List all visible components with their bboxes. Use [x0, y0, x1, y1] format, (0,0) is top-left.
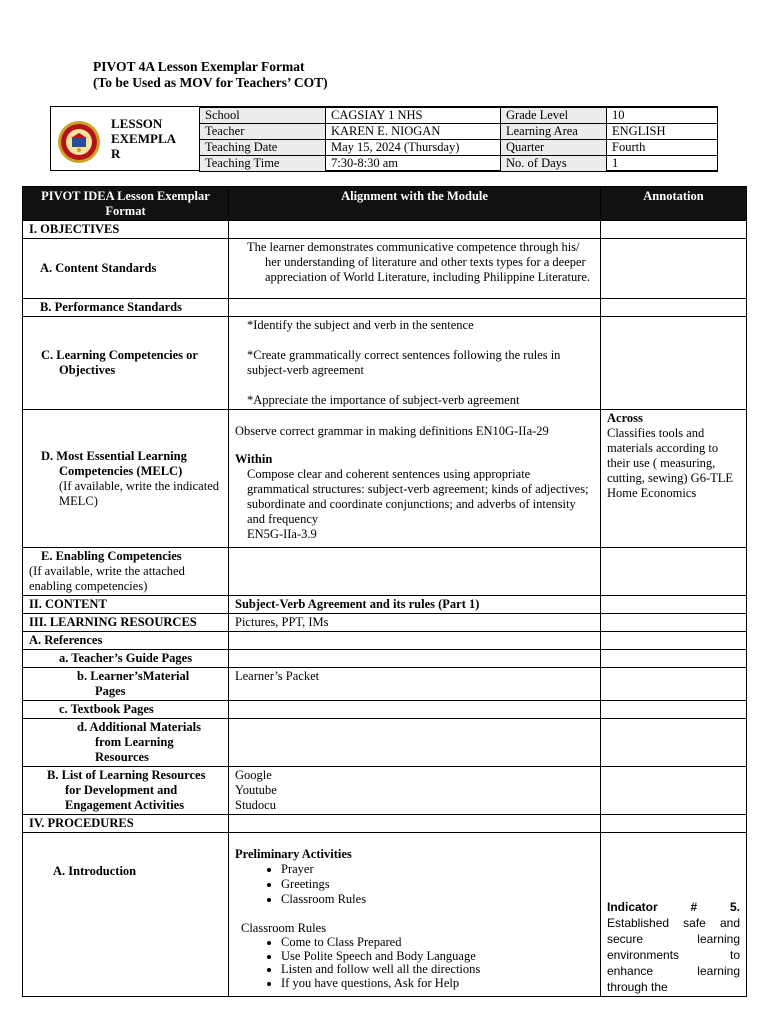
col-header-format: PIVOT IDEA Lesson Exemplar Format [23, 187, 229, 221]
title-line-2: (To be Used as MOV for Teachers’ COT) [93, 75, 328, 90]
content-standards-text: The learner demonstrates communicative competence through his/ her understanding of literature and other texts types for a deeper appreciation of World Literature, including Philippine Literature. [247, 240, 591, 284]
rules-list [235, 936, 594, 990]
references-label: A. References [23, 632, 229, 650]
area-label: Learning Area [501, 124, 607, 140]
indicator-heading: Indicator # 5. [607, 900, 740, 914]
list-item: • Classroom Rules [281, 892, 594, 907]
deped-seal-logo [57, 120, 101, 164]
competency-2: *Create grammatically correct sentences following the rules in subject-verb agreement [247, 348, 561, 377]
area-value: ENGLISH [607, 124, 718, 140]
learners-material-text: Learner’s Packet [229, 668, 601, 701]
competency-3: *Appreciate the importance of subject-verb agreement [247, 393, 520, 407]
melc-note: (If available, write the indicated MELC) [59, 478, 219, 508]
preliminary-list [235, 862, 594, 907]
school-label: School [200, 108, 326, 124]
teacher-value: KAREN E. NIOGAN [326, 124, 501, 140]
date-label: Teaching Date [200, 140, 326, 156]
resource-item: Google [235, 768, 272, 782]
melc-label: D. Most Essential Learning Competencies (MELC) [41, 448, 187, 478]
within-heading: Within [235, 452, 273, 466]
lesson-info-table [199, 107, 718, 172]
resource-item: Studocu [235, 798, 276, 812]
list-item: • If you have questions, Ask for Help [281, 977, 594, 991]
within-code: EN5G-IIa-3.9 [247, 527, 317, 541]
days-label: No. of Days [501, 156, 607, 172]
lesson-exemplar-label: LESSON EXEMPLA R [111, 116, 176, 161]
quarter-value: Fourth [607, 140, 718, 156]
across-heading: Across [607, 411, 643, 425]
school-value: CAGSIAY 1 NHS [326, 108, 501, 124]
rules-heading: Classroom Rules [241, 921, 327, 935]
competencies-label: C. Learning Competencies or Objectives [41, 348, 198, 377]
across-text: Classifies tools and materials according to their use ( measuring, cutting, sewing) G6-TLE Home Economics [607, 426, 734, 500]
introduction-label: A. Introduction [53, 864, 137, 878]
list-item: • Prayer [281, 862, 594, 877]
preliminary-heading: Preliminary Activities [235, 847, 352, 861]
grade-label: Grade Level [501, 108, 607, 124]
list-item: • Greetings [281, 877, 594, 892]
procedures-heading: IV. PROCEDURES [23, 815, 229, 833]
enabling-label: E. Enabling Competencies [41, 549, 182, 563]
content-standards-label: A. Content Standards [23, 239, 229, 299]
days-value: 1 [607, 156, 718, 172]
textbook-label: c. Textbook Pages [23, 701, 229, 719]
indicator-text: Established safe and secure learning environments to enhance learning through the [607, 916, 740, 994]
teacher-label: Teacher [200, 124, 326, 140]
resources-heading: III. LEARNING RESOURCES [23, 614, 229, 632]
within-text: Compose clear and coherent sentences using appropriate grammatical structures: subject-verb agreement; kinds of adjectives; subordinate and coordinate conjunctions; and adverbs of intensity and frequency [247, 467, 589, 526]
performance-standards-label: B. Performance Standards [23, 299, 229, 317]
competency-1: *Identify the subject and verb in the sentence [247, 318, 474, 332]
col-header-annotation: Annotation [601, 187, 747, 221]
resource-item: Youtube [235, 783, 277, 797]
list-item: • Use Polite Speech and Body Language [281, 950, 594, 964]
teachers-guide-label: a. Teacher’s Guide Pages [23, 650, 229, 668]
grade-value: 10 [607, 108, 718, 124]
list-resources-label: B. List of Learning Resources for Development and Engagement Activities [47, 768, 206, 812]
lesson-exemplar-table [22, 186, 747, 997]
list-item: • Listen and follow well all the directions [281, 963, 594, 977]
document-title [93, 59, 328, 91]
col-header-alignment: Alignment with the Module [229, 187, 601, 221]
list-item: • Come to Class Prepared [281, 936, 594, 950]
additional-materials-label: d. Additional Materials from Learning Resources [77, 720, 201, 764]
date-value: May 15, 2024 (Thursday) [326, 140, 501, 156]
objectives-heading: I. OBJECTIVES [23, 221, 229, 239]
enabling-note: (If available, write the attached enabling competencies) [29, 564, 185, 593]
quarter-label: Quarter [501, 140, 607, 156]
resources-text: Pictures, PPT, IMs [229, 614, 601, 632]
time-label: Teaching Time [200, 156, 326, 172]
content-text: Subject-Verb Agreement and its rules (Part 1) [229, 596, 601, 614]
content-heading: II. CONTENT [23, 596, 229, 614]
time-value: 7:30-8:30 am [326, 156, 501, 172]
learners-material-label: b. Learner’sMaterial Pages [77, 669, 190, 698]
melc-text: Observe correct grammar in making definitions EN10G-IIa-29 [235, 424, 549, 438]
title-line-1: PIVOT 4A Lesson Exemplar Format [93, 59, 305, 74]
